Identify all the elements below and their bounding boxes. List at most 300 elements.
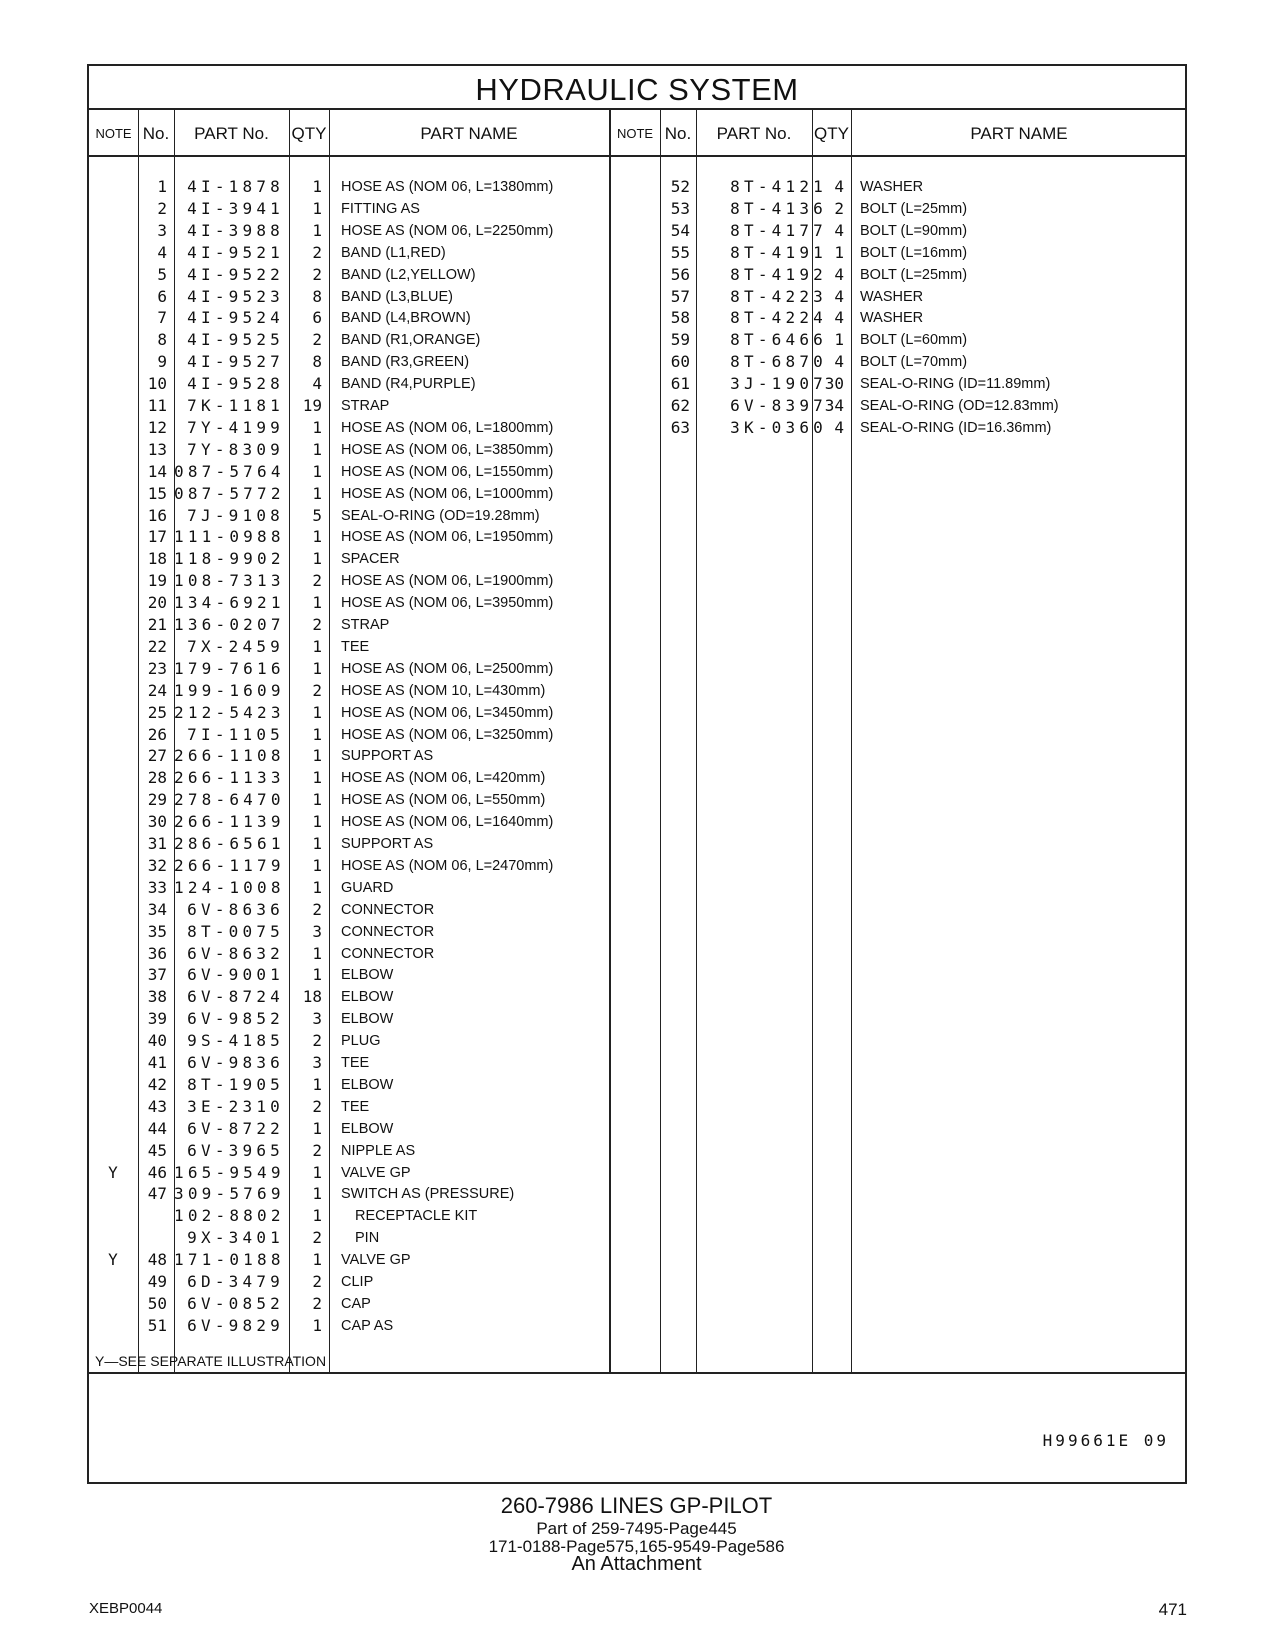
row-part-number: 8T-4192 <box>730 264 827 284</box>
row-part-name: ELBOW <box>341 1011 394 1028</box>
row-part-number: 111-0988 <box>174 527 285 547</box>
table-row <box>89 833 609 855</box>
row-part-name: HOSE AS (NOM 06, L=1640mm) <box>341 814 554 831</box>
row-quantity: 1 <box>312 461 322 481</box>
row-item-number: 20 <box>147 593 167 613</box>
row-part-number: 266-1139 <box>174 812 285 832</box>
row-quantity: 1 <box>312 483 322 503</box>
row-part-number: 6V-8636 <box>187 899 284 919</box>
row-part-name: SPACER <box>341 551 400 568</box>
table-row <box>89 286 609 308</box>
row-part-number: 118-9902 <box>174 549 285 569</box>
row-item-number: 55 <box>670 242 690 262</box>
row-part-name: BAND (L1,RED) <box>341 244 446 261</box>
row-part-name: HOSE AS (NOM 06, L=1800mm) <box>341 419 554 436</box>
header-qty-right: QTY <box>814 124 849 143</box>
table-row <box>89 1052 609 1074</box>
row-item-number: 27 <box>147 746 167 766</box>
table-row <box>89 395 609 417</box>
row-part-name: CLIP <box>341 1274 374 1290</box>
row-part-number: 3K-0360 <box>730 417 827 437</box>
row-item-number: 18 <box>147 549 167 569</box>
row-quantity: 2 <box>312 264 322 284</box>
table-row <box>610 220 1187 242</box>
row-item-number: 12 <box>147 417 167 437</box>
table-row <box>89 483 609 505</box>
row-item-number: 6 <box>157 286 167 306</box>
row-quantity: 1 <box>312 177 322 196</box>
table-row <box>89 526 609 548</box>
table-row <box>89 636 609 658</box>
row-part-name: SUPPORT AS <box>341 836 434 852</box>
row-part-number: 124-1008 <box>174 877 285 897</box>
table-row <box>89 964 609 986</box>
row-part-number: 4I-9528 <box>187 374 284 394</box>
row-part-name: BOLT (L=90mm) <box>860 222 968 239</box>
row-item-number: 23 <box>147 658 167 678</box>
row-quantity: 6 <box>312 308 322 328</box>
row-item-number: 41 <box>147 1053 167 1072</box>
row-quantity: 5 <box>312 505 322 525</box>
row-part-name: SEAL-O-RING (OD=12.83mm) <box>860 398 1059 414</box>
row-part-name: BAND (L3,BLUE) <box>341 288 454 305</box>
table-row <box>89 921 609 943</box>
table-row <box>89 439 609 461</box>
row-part-name: HOSE AS (NOM 06, L=1380mm) <box>341 179 554 195</box>
row-part-number: 9X-3401 <box>187 1228 284 1248</box>
row-part-number: 6D-3479 <box>187 1272 284 1291</box>
header-part-name-left: PART NAME <box>420 124 518 143</box>
row-part-number: 165-9549 <box>174 1162 285 1182</box>
table-row <box>610 351 1187 373</box>
row-item-number: 62 <box>670 396 690 415</box>
table-row <box>89 614 609 636</box>
row-part-number: 4I-9523 <box>187 286 284 306</box>
row-quantity: 1 <box>312 855 322 875</box>
table-row <box>89 986 609 1008</box>
row-part-number: 7K-1181 <box>187 396 284 415</box>
row-quantity: 1 <box>312 1206 322 1226</box>
page-number: 471 <box>1158 1600 1187 1619</box>
table-row <box>89 745 609 767</box>
row-part-number: 8T-6466 <box>730 330 827 350</box>
drawing-code: H99661E 09 <box>1042 1431 1169 1450</box>
document-id: XEBP0044 <box>89 1600 163 1617</box>
row-item-number: 8 <box>157 330 167 350</box>
row-part-number: 309-5769 <box>174 1184 285 1204</box>
row-quantity: 4 <box>834 264 844 284</box>
row-quantity: 2 <box>312 615 322 634</box>
row-quantity: 1 <box>312 1250 322 1270</box>
row-quantity: 30 <box>824 374 844 394</box>
table-row <box>610 176 1187 198</box>
row-item-number: 42 <box>147 1074 167 1094</box>
header-no-right: No. <box>664 124 692 143</box>
row-part-name: BOLT (L=16mm) <box>860 244 968 261</box>
row-part-name: SUPPORT AS <box>341 748 434 765</box>
table-row <box>89 724 609 746</box>
row-quantity: 4 <box>834 286 844 306</box>
row-part-name: WASHER <box>860 179 924 195</box>
row-quantity: 4 <box>834 352 844 372</box>
table-row <box>89 1293 609 1315</box>
row-item-number: 31 <box>147 834 167 853</box>
row-part-name: VALVE GP <box>341 1164 411 1181</box>
row-part-number: 6V-8397 <box>730 396 827 415</box>
row-part-number: 7Y-4199 <box>187 417 284 437</box>
row-quantity: 1 <box>312 527 322 547</box>
row-part-number: 266-1179 <box>174 855 285 875</box>
table-row <box>89 1227 609 1249</box>
row-quantity: 2 <box>312 899 322 919</box>
row-item-number: 54 <box>670 220 690 240</box>
row-quantity: 1 <box>312 636 322 656</box>
row-item-number: 32 <box>147 855 167 875</box>
table-row <box>89 767 609 789</box>
row-part-name: BAND (L4,BROWN) <box>341 310 471 327</box>
row-part-name: HOSE AS (NOM 06, L=2470mm) <box>341 857 554 874</box>
row-item-number: 30 <box>147 812 167 832</box>
table-row <box>89 1183 609 1205</box>
row-quantity: 3 <box>312 1053 322 1072</box>
header-part-name-right: PART NAME <box>970 124 1068 143</box>
row-quantity: 1 <box>312 812 322 832</box>
row-item-number: 26 <box>147 724 167 744</box>
table-row <box>89 329 609 351</box>
row-part-number: 4I-3941 <box>187 198 284 218</box>
row-item-number: 49 <box>147 1272 167 1291</box>
row-part-name: CONNECTOR <box>341 945 435 962</box>
row-part-number: 3E-2310 <box>187 1096 284 1116</box>
row-part-name: RECEPTACLE KIT <box>355 1208 478 1225</box>
table-row <box>610 198 1187 220</box>
row-part-number: 8T-4121 <box>730 177 827 196</box>
row-quantity: 4 <box>834 177 844 196</box>
row-item-number: 43 <box>147 1096 167 1116</box>
row-part-number: 8T-1905 <box>187 1074 284 1094</box>
table-row <box>89 461 609 483</box>
row-item-number: 24 <box>147 680 167 700</box>
row-part-name: WASHER <box>860 288 924 305</box>
row-quantity: 3 <box>312 1009 322 1029</box>
row-part-name: BOLT (L=25mm) <box>860 266 968 283</box>
table-row <box>89 176 609 198</box>
row-part-name: STRAP <box>341 617 390 633</box>
row-part-number: 087-5772 <box>174 483 285 503</box>
table-row <box>89 943 609 965</box>
row-part-number: 266-1133 <box>174 768 285 788</box>
row-part-number: 4I-9527 <box>187 352 284 372</box>
row-part-number: 9S-4185 <box>187 1031 284 1051</box>
row-note: Y <box>108 1162 118 1182</box>
row-item-number: 9 <box>157 352 167 372</box>
table-row <box>89 592 609 614</box>
row-quantity: 1 <box>312 746 322 766</box>
row-part-name: STRAP <box>341 398 390 414</box>
row-item-number: 60 <box>670 352 690 372</box>
row-quantity: 1 <box>312 439 322 459</box>
row-part-number: 4I-9521 <box>187 242 284 262</box>
row-item-number: 14 <box>147 461 167 481</box>
table-row <box>610 417 1187 439</box>
row-part-number: 179-7616 <box>174 658 285 678</box>
table-row <box>89 1008 609 1030</box>
row-quantity: 1 <box>312 724 322 744</box>
row-part-number: 7J-9108 <box>187 505 284 525</box>
row-quantity: 1 <box>312 1315 322 1335</box>
row-part-number: 6V-9836 <box>187 1053 284 1072</box>
row-item-number: 10 <box>147 374 167 394</box>
row-quantity: 1 <box>312 877 322 897</box>
row-part-number: 266-1108 <box>174 746 285 766</box>
table-row <box>610 395 1187 417</box>
row-part-number: 278-6470 <box>174 790 285 810</box>
row-quantity: 1 <box>834 242 844 262</box>
row-item-number: 44 <box>147 1118 167 1138</box>
table-row <box>89 702 609 724</box>
row-item-number: 13 <box>147 439 167 459</box>
row-quantity: 2 <box>312 1140 322 1160</box>
row-part-number: 8T-4136 <box>730 198 827 218</box>
row-item-number: 36 <box>147 943 167 963</box>
row-part-name: HOSE AS (NOM 06, L=2250mm) <box>341 222 554 239</box>
row-part-name: SWITCH AS (PRESSURE) <box>341 1186 515 1203</box>
table-row <box>610 242 1187 264</box>
row-quantity: 2 <box>834 198 844 218</box>
table-row <box>610 329 1187 351</box>
table-row <box>89 1162 609 1184</box>
row-part-number: 087-5764 <box>174 461 285 481</box>
row-part-name: SEAL-O-RING (OD=19.28mm) <box>341 507 540 524</box>
row-part-name: VALVE GP <box>341 1252 411 1269</box>
table-bottom-divider <box>89 1372 1185 1374</box>
row-item-number: 28 <box>147 768 167 788</box>
row-part-number: 212-5423 <box>174 702 285 722</box>
row-part-number: 4I-3988 <box>187 220 284 240</box>
row-part-name: HOSE AS (NOM 06, L=1950mm) <box>341 529 554 546</box>
table-row <box>89 373 609 395</box>
table-row <box>89 1096 609 1118</box>
row-quantity: 1 <box>312 658 322 678</box>
row-item-number: 7 <box>157 308 167 328</box>
row-item-number: 48 <box>147 1250 167 1270</box>
row-part-name: HOSE AS (NOM 06, L=1000mm) <box>341 485 554 502</box>
row-quantity: 4 <box>834 220 844 240</box>
caption-reference: Part of 259-7495-Page445 <box>536 1519 737 1538</box>
table-row <box>89 1249 609 1271</box>
header-part-no-right: PART No. <box>716 124 792 143</box>
table-row <box>89 1118 609 1140</box>
table-row <box>89 505 609 527</box>
row-item-number: 19 <box>147 571 167 591</box>
row-part-name: TEE <box>341 638 370 655</box>
row-quantity: 3 <box>312 921 322 941</box>
row-part-number: 6V-9852 <box>187 1009 284 1029</box>
row-part-number: 7Y-8309 <box>187 439 284 459</box>
row-item-number: 47 <box>147 1184 167 1204</box>
row-quantity: 1 <box>312 834 322 853</box>
row-item-number: 51 <box>147 1315 167 1335</box>
row-part-name: ELBOW <box>341 967 394 984</box>
section-title: HYDRAULIC SYSTEM <box>475 72 799 107</box>
row-item-number: 33 <box>147 877 167 897</box>
row-item-number: 17 <box>147 527 167 547</box>
row-quantity: 2 <box>312 1031 322 1051</box>
row-item-number: 3 <box>157 220 167 240</box>
row-quantity: 1 <box>312 768 322 788</box>
row-item-number: 21 <box>147 615 167 634</box>
table-row <box>89 789 609 811</box>
row-part-number: 6V-9001 <box>187 965 284 985</box>
row-quantity: 1 <box>312 549 322 569</box>
table-row <box>89 1315 609 1337</box>
row-part-number: 6V-3965 <box>187 1140 284 1160</box>
row-part-number: 4I-9524 <box>187 308 284 328</box>
row-part-name: WASHER <box>860 310 924 327</box>
row-quantity: 1 <box>312 943 322 963</box>
row-part-name: HOSE AS (NOM 10, L=430mm) <box>341 682 546 699</box>
row-quantity: 1 <box>312 965 322 985</box>
parts-table-frame <box>87 64 1187 1484</box>
table-row <box>89 1074 609 1096</box>
row-part-number: 136-0207 <box>174 615 285 634</box>
table-row <box>610 307 1187 329</box>
row-part-number: 6V-8724 <box>187 987 284 1007</box>
row-part-name: BAND (R4,PURPLE) <box>341 376 476 393</box>
row-item-number: 59 <box>670 330 690 350</box>
table-row <box>89 855 609 877</box>
row-quantity: 4 <box>834 308 844 328</box>
row-item-number: 40 <box>147 1031 167 1051</box>
row-part-number: 171-0188 <box>174 1250 285 1270</box>
row-item-number: 56 <box>670 264 690 284</box>
row-part-name: HOSE AS (NOM 06, L=1550mm) <box>341 463 554 480</box>
table-row <box>89 1030 609 1052</box>
row-item-number: 46 <box>147 1162 167 1182</box>
header-divider <box>89 155 1185 157</box>
header-note-right: NOTE <box>616 126 654 141</box>
table-row <box>89 351 609 373</box>
row-part-name: TEE <box>341 1098 370 1115</box>
table-row <box>89 680 609 702</box>
row-part-number: 4I-9525 <box>187 330 284 350</box>
row-part-name: SEAL-O-RING (ID=16.36mm) <box>860 419 1052 436</box>
table-row <box>89 1205 609 1227</box>
row-quantity: 4 <box>834 417 844 437</box>
row-part-number: 8T-4177 <box>730 220 827 240</box>
row-part-name: HOSE AS (NOM 06, L=2500mm) <box>341 660 554 677</box>
row-item-number: 11 <box>147 396 167 415</box>
row-item-number: 15 <box>147 483 167 503</box>
table-row <box>89 1140 609 1162</box>
row-part-name: CAP <box>341 1295 371 1312</box>
row-item-number: 1 <box>157 177 167 196</box>
row-part-number: 6V-9829 <box>187 1315 284 1335</box>
row-quantity: 1 <box>312 1118 322 1138</box>
row-item-number: 38 <box>147 987 167 1007</box>
row-item-number: 34 <box>147 899 167 919</box>
table-row <box>89 899 609 921</box>
footnote: Y—SEE SEPARATE ILLUSTRATION <box>95 1353 327 1369</box>
row-quantity: 1 <box>312 1162 322 1182</box>
row-item-number: 58 <box>670 308 690 328</box>
header-qty-left: QTY <box>291 124 327 143</box>
row-quantity: 1 <box>312 417 322 437</box>
row-part-number: 7X-2459 <box>187 636 284 656</box>
table-row <box>89 242 609 264</box>
table-row <box>89 877 609 899</box>
row-item-number: 45 <box>147 1140 167 1160</box>
row-part-name: HOSE AS (NOM 06, L=3250mm) <box>341 726 554 743</box>
row-part-name: PIN <box>355 1230 380 1247</box>
header-note-left: NOTE <box>95 126 132 141</box>
row-item-number: 57 <box>670 286 690 306</box>
row-part-number: 8T-4223 <box>730 286 827 306</box>
row-part-name: GUARD <box>341 879 394 896</box>
row-quantity: 2 <box>312 330 322 350</box>
row-quantity: 2 <box>312 1293 322 1313</box>
row-quantity: 1 <box>834 330 844 350</box>
row-item-number: 16 <box>147 505 167 525</box>
table-row <box>89 220 609 242</box>
table-row <box>89 264 609 286</box>
row-item-number: 2 <box>157 198 167 218</box>
row-part-name: NIPPLE AS <box>341 1142 416 1159</box>
row-quantity: 2 <box>312 242 322 262</box>
row-part-name: BOLT (L=60mm) <box>860 332 968 349</box>
row-part-name: TEE <box>341 1055 370 1071</box>
caption-page-refs: 171-0188-Page575,165-9549-Page586 <box>488 1537 785 1556</box>
table-row <box>89 811 609 833</box>
row-part-name: CAP AS <box>341 1317 394 1334</box>
row-part-name: FITTING AS <box>341 200 420 217</box>
row-item-number: 53 <box>670 198 690 218</box>
row-part-number: 8T-0075 <box>187 921 284 941</box>
row-item-number: 29 <box>147 790 167 810</box>
row-quantity: 1 <box>312 1184 322 1204</box>
row-quantity: 8 <box>312 286 322 306</box>
row-part-number: 4I-1878 <box>187 177 284 196</box>
row-part-name: BAND (R3,GREEN) <box>341 354 470 371</box>
table-row <box>89 307 609 329</box>
row-part-name: HOSE AS (NOM 06, L=420mm) <box>341 770 546 787</box>
caption-title: 260-7986 LINES GP-PILOT <box>500 1493 773 1518</box>
row-item-number: 63 <box>670 417 690 437</box>
row-quantity: 2 <box>312 1228 322 1248</box>
row-part-number: 6V-8722 <box>187 1118 284 1138</box>
row-part-name: HOSE AS (NOM 06, L=550mm) <box>341 792 546 809</box>
row-item-number: 25 <box>147 702 167 722</box>
row-part-number: 108-7313 <box>174 571 285 591</box>
row-part-number: 8T-4224 <box>730 308 827 328</box>
table-row <box>89 1271 609 1293</box>
row-part-number: 7I-1105 <box>187 724 284 744</box>
row-part-number: 102-8802 <box>174 1206 285 1226</box>
row-item-number: 50 <box>147 1293 167 1313</box>
row-item-number: 61 <box>670 374 690 394</box>
header-no-left: No. <box>142 124 170 143</box>
row-part-name: ELBOW <box>341 989 394 1006</box>
row-item-number: 52 <box>670 177 690 196</box>
row-part-number: 286-6561 <box>174 834 285 853</box>
row-quantity: 4 <box>312 374 322 394</box>
row-part-name: HOSE AS (NOM 06, L=3850mm) <box>341 441 554 458</box>
row-part-number: 8T-6870 <box>730 352 827 372</box>
row-part-number: 6V-8632 <box>187 943 284 963</box>
header-part-no-left: PART No. <box>194 124 269 143</box>
row-item-number: 4 <box>157 242 167 262</box>
row-part-number: 3J-1907 <box>730 374 827 394</box>
